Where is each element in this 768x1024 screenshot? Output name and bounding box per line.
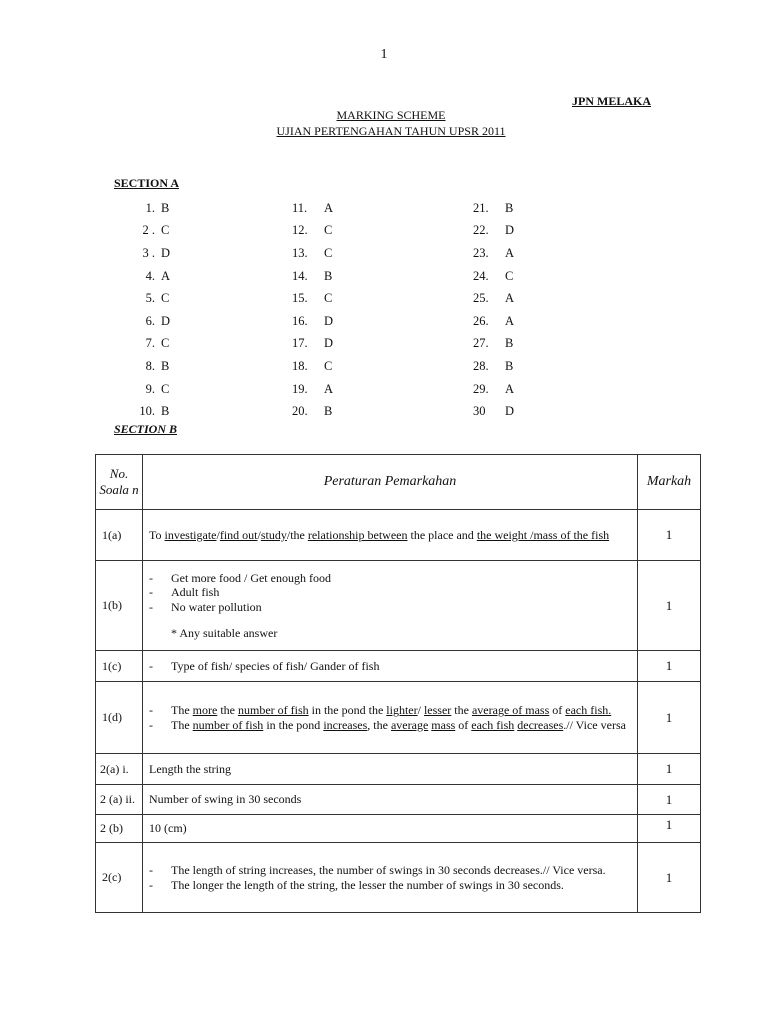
- text-segment: the place and: [407, 527, 477, 542]
- marking-rule: [143, 651, 638, 682]
- underlined-keyword: relationship between: [307, 527, 408, 542]
- answer-number: 26.: [473, 313, 489, 328]
- answer-item: [131, 197, 170, 220]
- underlined-keyword: study: [260, 527, 287, 542]
- answer-letter: C: [161, 291, 170, 306]
- answer-letter: B: [505, 200, 514, 215]
- rule-item: [149, 703, 631, 718]
- text-segment: To: [149, 527, 165, 542]
- table-row: [96, 510, 701, 561]
- underlined-keyword: the weight /mass of the fish: [476, 527, 610, 542]
- answer-number: 29.: [473, 381, 489, 396]
- answer-letter: B: [505, 336, 514, 351]
- rule-note: * Any suitable answer: [171, 626, 278, 641]
- rule-item: - Type of fish/ species of fish/ Gander of fish: [149, 659, 631, 674]
- marking-rule: Number of swing in 30 seconds: [143, 785, 638, 815]
- answer-item: [473, 242, 514, 265]
- answer-letter: D: [324, 336, 334, 351]
- underlined-keyword: average: [390, 717, 429, 732]
- underlined-keyword: mass: [431, 717, 456, 732]
- question-number: 1(b): [96, 561, 143, 651]
- answer-number: 14.: [292, 268, 308, 283]
- text-segment: of: [549, 703, 566, 717]
- underlined-keyword: average of mass: [471, 703, 550, 717]
- rule-item: - Adult fish: [149, 585, 631, 600]
- answer-item: [131, 220, 170, 243]
- header-marking-rules: Peraturan Pemarkahan: [143, 455, 638, 510]
- text-segment: in the pond: [263, 717, 324, 732]
- answer-number: 25.: [473, 291, 489, 306]
- table-row: [96, 651, 701, 682]
- page-number: 1: [380, 47, 388, 62]
- underlined-keyword: each fish.: [565, 703, 612, 717]
- answers-column-1: [131, 197, 170, 423]
- underlined-keyword: number of fish: [237, 703, 309, 717]
- answer-item: [292, 242, 333, 265]
- answer-letter: A: [505, 291, 515, 306]
- marking-rule: [143, 510, 638, 561]
- answer-number: 18.: [292, 358, 308, 373]
- answer-item: [473, 378, 514, 401]
- text-segment: /: [216, 527, 220, 542]
- answer-number: 20.: [292, 404, 308, 419]
- answer-item: [131, 310, 170, 333]
- underlined-keyword: increases: [323, 717, 368, 732]
- mark-value: 1: [638, 651, 701, 682]
- answer-number: 4.: [145, 268, 155, 283]
- table-row: [96, 561, 701, 651]
- header-marks: Markah: [638, 455, 701, 510]
- answer-letter: D: [161, 245, 171, 260]
- underlined-keyword: find out: [219, 527, 258, 542]
- underlined-keyword: investigate: [164, 527, 217, 542]
- answer-letter: B: [324, 404, 333, 419]
- answer-letter: D: [324, 313, 334, 328]
- answer-letter: A: [505, 245, 515, 260]
- answer-item: [473, 220, 514, 243]
- mark-value: 1: [638, 510, 701, 561]
- section-b-heading: SECTION B: [114, 422, 178, 436]
- answer-letter: A: [324, 381, 334, 396]
- answer-letter: B: [324, 268, 333, 283]
- answer-number: 10.: [139, 404, 155, 419]
- answer-letter: A: [161, 268, 171, 283]
- section-a-heading: SECTION A: [114, 176, 180, 190]
- answer-number: 5.: [145, 291, 155, 306]
- answer-number: 1.: [145, 200, 155, 215]
- answer-item: [292, 333, 333, 356]
- answer-item: [292, 220, 333, 243]
- answer-number: 6.: [145, 313, 155, 328]
- table-header-row: [96, 455, 701, 510]
- answer-item: [292, 355, 333, 378]
- answer-letter: B: [161, 358, 170, 373]
- table-row: [96, 843, 701, 913]
- question-number: 2 (a) ii.: [96, 785, 143, 815]
- answer-number: 19.: [292, 381, 308, 396]
- answer-item: [131, 287, 170, 310]
- rule-item: - Get more food / Get enough food: [149, 571, 631, 586]
- answer-item: [473, 333, 514, 356]
- answer-item: [292, 197, 333, 220]
- answer-letter: D: [161, 313, 171, 328]
- answer-item: [292, 378, 333, 401]
- mark-value: 1: [638, 682, 701, 754]
- text-segment: /: [257, 527, 261, 542]
- rule-item: - The length of string increases, the number of swings in 30 seconds decreases.// Vice versa.: [149, 863, 631, 878]
- question-number: 2(c): [96, 843, 143, 913]
- answer-number: 9.: [145, 381, 155, 396]
- text-segment: the: [217, 703, 238, 717]
- answer-letter: D: [505, 223, 515, 238]
- answer-number: 30: [473, 404, 486, 419]
- answer-letter: C: [161, 336, 170, 351]
- answers-column-2: [292, 197, 333, 423]
- underlined-keyword: number of fish: [192, 717, 264, 732]
- rule-item: - No water pollution: [149, 600, 631, 615]
- answer-letter: A: [505, 381, 515, 396]
- answer-item: [292, 310, 333, 333]
- answer-letter: C: [161, 223, 170, 238]
- marking-rule: 10 (cm): [143, 815, 638, 843]
- organization: JPN MELAKA: [572, 94, 651, 108]
- answer-number: 11.: [292, 200, 308, 215]
- answer-number: 13.: [292, 245, 308, 260]
- answer-letter: A: [324, 200, 334, 215]
- mark-value: 1: [638, 815, 701, 843]
- answer-letter: C: [505, 268, 514, 283]
- question-number: 2 (b): [96, 815, 143, 843]
- mark-value: 1: [638, 561, 701, 651]
- question-number: 2(a) i.: [96, 754, 143, 785]
- marking-rule: [143, 843, 638, 913]
- document-title: MARKING SCHEME: [336, 108, 446, 122]
- table-row: [96, 754, 701, 785]
- answer-number: 17.: [292, 336, 308, 351]
- underlined-keyword: lesser: [423, 703, 452, 717]
- answer-letter: B: [161, 404, 170, 419]
- text-segment: The: [171, 717, 193, 732]
- answer-number: 22.: [473, 223, 489, 238]
- answer-letter: C: [161, 381, 170, 396]
- answer-number: 2 .: [142, 223, 155, 238]
- text-segment: .// Vice versa: [563, 717, 626, 732]
- answer-number: 24.: [473, 268, 489, 283]
- text-segment: /the: [286, 527, 308, 542]
- text-segment: of: [455, 717, 472, 732]
- answer-letter: B: [161, 200, 170, 215]
- answer-item: [473, 287, 514, 310]
- question-number: 1(a): [96, 510, 143, 561]
- answer-number: 8.: [145, 358, 155, 373]
- table-row: [96, 815, 701, 843]
- answer-item: [131, 333, 170, 356]
- answer-item: [473, 265, 514, 288]
- answer-item: [131, 378, 170, 401]
- answer-item: [292, 265, 333, 288]
- marking-rule: Length the string: [143, 754, 638, 785]
- answer-letter: C: [324, 245, 333, 260]
- answer-item: [473, 355, 514, 378]
- document-subtitle: UJIAN PERTENGAHAN TAHUN UPSR 2011: [276, 124, 506, 138]
- answer-letter: A: [505, 313, 515, 328]
- answer-item: [131, 242, 170, 265]
- answer-number: 23.: [473, 245, 489, 260]
- answer-item: [131, 265, 170, 288]
- answer-item: [473, 310, 514, 333]
- table-row: [96, 785, 701, 815]
- text-segment: in the pond the: [308, 703, 387, 717]
- rule-item: - The longer the length of the string, the lesser the number of swings in 30 seconds.: [149, 878, 631, 893]
- answer-letter: C: [324, 223, 333, 238]
- answer-number: 15.: [292, 291, 308, 306]
- answer-number: 21.: [473, 200, 489, 215]
- underlined-keyword: lighter: [386, 703, 418, 717]
- answer-letter: C: [324, 358, 333, 373]
- answer-number: 3 .: [142, 245, 155, 260]
- answer-letter: C: [324, 291, 333, 306]
- marking-scheme-table: [95, 454, 701, 913]
- text-segment: , the: [367, 717, 391, 732]
- answer-number: 12.: [292, 223, 308, 238]
- marking-rule: [143, 561, 638, 651]
- marking-rule: [143, 682, 638, 754]
- underlined-keyword: decreases: [517, 717, 564, 732]
- answer-item: [473, 400, 514, 423]
- answer-item: [292, 287, 333, 310]
- rule-item: [149, 718, 631, 733]
- mark-value: 1: [638, 754, 701, 785]
- underlined-keyword: each fish: [471, 717, 515, 732]
- answer-letter: B: [505, 358, 514, 373]
- answer-number: 28.: [473, 358, 489, 373]
- question-number: 1(c): [96, 651, 143, 682]
- answer-item: [292, 400, 333, 423]
- mark-value: 1: [638, 785, 701, 815]
- answer-item: [131, 400, 170, 423]
- answer-number: 7.: [145, 336, 155, 351]
- text-segment: the: [451, 703, 472, 717]
- mark-value: 1: [638, 843, 701, 913]
- answer-item: [473, 197, 514, 220]
- text-segment: /: [417, 703, 424, 717]
- answers-column-3: [473, 197, 514, 423]
- question-number: 1(d): [96, 682, 143, 754]
- table-row: [96, 682, 701, 754]
- answer-letter: D: [505, 404, 515, 419]
- answer-number: 16.: [292, 313, 308, 328]
- answer-number: 27.: [473, 336, 489, 351]
- answer-item: [131, 355, 170, 378]
- underlined-keyword: more: [192, 703, 218, 717]
- text-segment: The: [171, 703, 193, 717]
- header-question-number: No. Soala n: [96, 455, 143, 510]
